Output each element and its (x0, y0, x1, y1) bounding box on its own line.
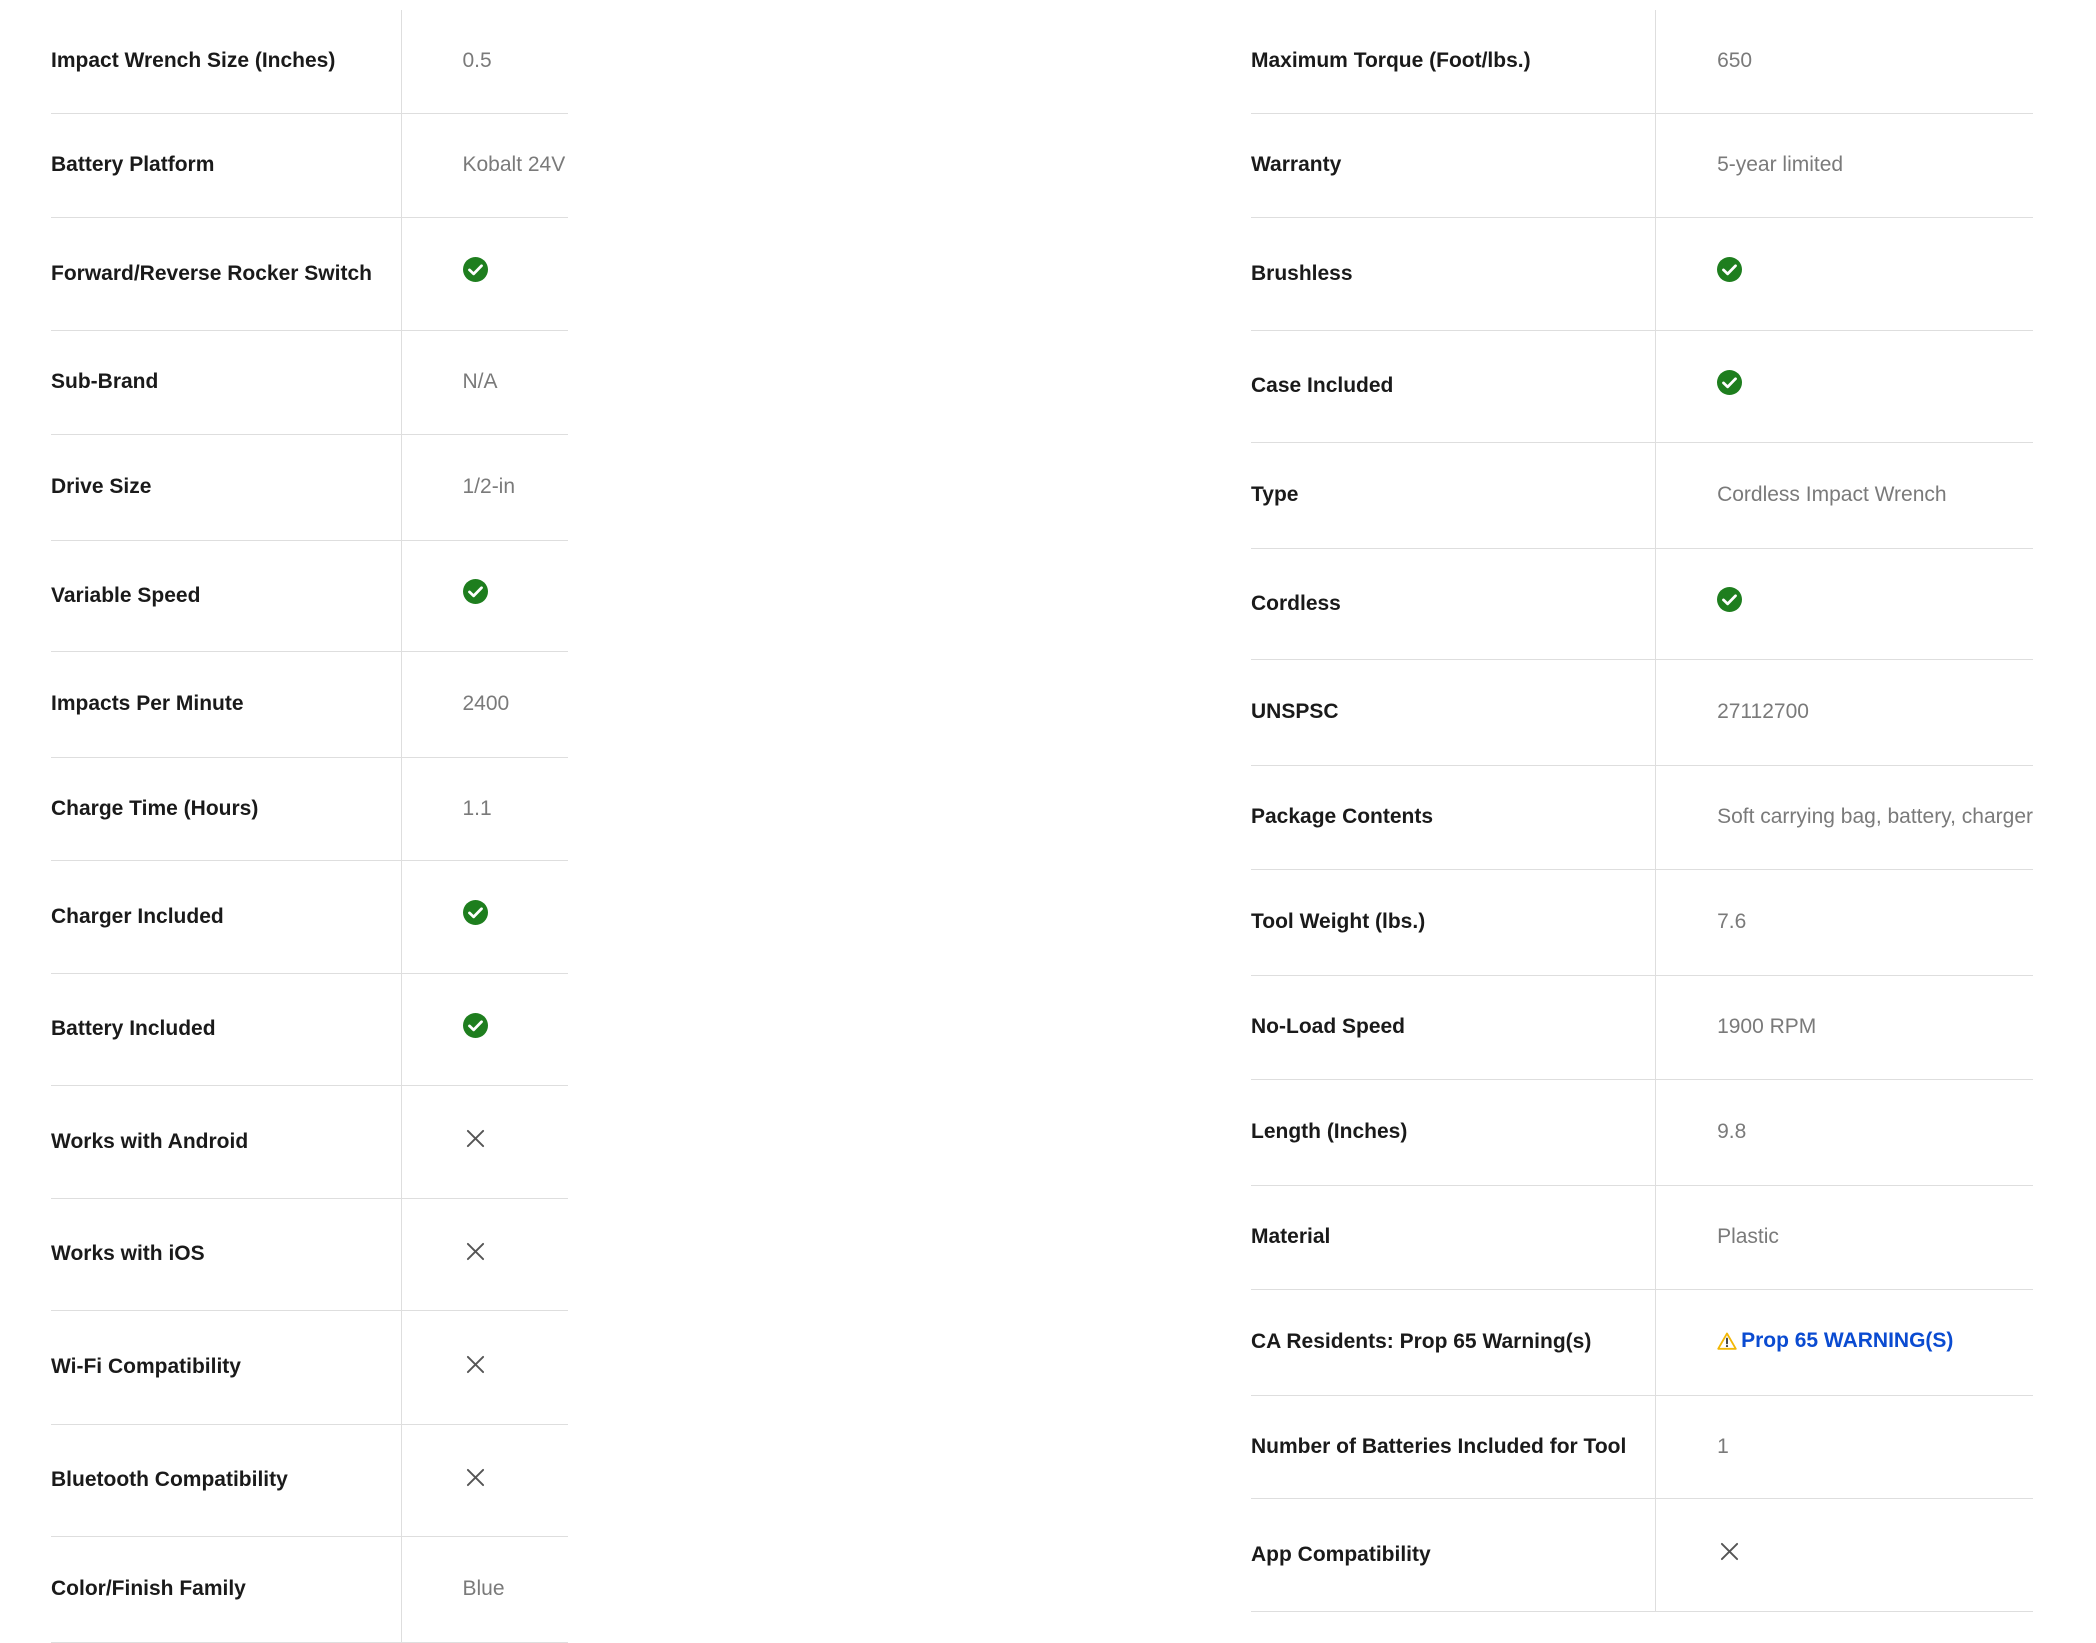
check-circle-icon (463, 1013, 488, 1038)
spec-value-text: Plastic (1717, 1225, 1779, 1248)
spec-label: Maximum Torque (Foot/lbs.) (1251, 10, 1656, 113)
spec-label: Case Included (1251, 330, 1656, 442)
spec-label: Impact Wrench Size (Inches) (51, 10, 401, 113)
spec-value (1656, 217, 2033, 330)
spec-row (51, 1085, 568, 1198)
spec-value-text: 1.1 (462, 796, 492, 820)
spec-label: Length (Inches) (1251, 1079, 1656, 1185)
spec-table-left (51, 10, 568, 1643)
spec-label: Battery Included (51, 973, 401, 1085)
x-icon (466, 1242, 485, 1261)
check-circle-icon (1717, 257, 1742, 282)
spec-label: Forward/Reverse Rocker Switch (51, 217, 401, 330)
spec-value-text: 650 (1717, 49, 1753, 73)
spec-value (1656, 442, 2033, 548)
spec-value (401, 973, 568, 1085)
spec-label: Material (1251, 1185, 1656, 1289)
spec-label: Sub-Brand (51, 330, 401, 434)
spec-value (1656, 330, 2033, 442)
spec-value-text: 1/2-in (462, 475, 516, 498)
check-circle-icon (1717, 370, 1742, 395)
spec-value (1656, 1395, 2033, 1498)
warning-triangle-icon (1717, 1332, 1737, 1350)
check-circle-icon (463, 900, 488, 925)
spec-row (51, 860, 568, 973)
spec-value (1656, 1185, 2033, 1289)
spec-value (401, 1536, 568, 1642)
spec-label: Bluetooth Compatibility (51, 1424, 401, 1536)
check-circle-icon (463, 257, 488, 282)
spec-label: UNSPSC (1251, 659, 1656, 765)
spec-value (1656, 113, 2033, 217)
spec-value (401, 1310, 568, 1424)
spec-value (1656, 765, 2033, 869)
spec-row (51, 651, 568, 757)
check-circle-icon (463, 579, 488, 604)
x-icon (466, 1129, 485, 1148)
spec-value (1656, 1289, 2033, 1395)
spec-row (51, 113, 568, 217)
spec-row (51, 434, 568, 540)
spec-value-text: 0.5 (462, 49, 492, 73)
spec-row (1251, 1498, 2033, 1611)
spec-row (1251, 869, 2033, 975)
spec-label: Charge Time (Hours) (51, 757, 401, 860)
spec-label: Impacts Per Minute (51, 651, 401, 757)
spec-row (51, 1310, 568, 1424)
spec-row (1251, 1079, 2033, 1185)
spec-value (401, 860, 568, 973)
spec-value (401, 434, 568, 540)
spec-value-text: 1900 RPM (1717, 1015, 1817, 1038)
spec-row (1251, 442, 2033, 548)
check-circle-icon (1717, 587, 1742, 612)
spec-value (401, 1198, 568, 1310)
spec-label: No-Load Speed (1251, 975, 1656, 1079)
spec-row (51, 217, 568, 330)
spec-value-text: Soft carrying bag, battery, charger (1717, 805, 2033, 828)
spec-value (401, 757, 568, 860)
spec-row (51, 757, 568, 860)
spec-value-text: 9.8 (1717, 1120, 1747, 1143)
spec-value (401, 1085, 568, 1198)
spec-row (1251, 1395, 2033, 1498)
spec-value-text: Kobalt 24V (462, 153, 566, 176)
spec-row (51, 1198, 568, 1310)
spec-label: Color/Finish Family (51, 1536, 401, 1642)
spec-row (1251, 975, 2033, 1079)
spec-label: Package Contents (1251, 765, 1656, 869)
spec-row (1251, 113, 2033, 217)
spec-row (51, 1424, 568, 1536)
spec-table-left-body (51, 10, 568, 1642)
spec-value (401, 10, 568, 113)
spec-row (1251, 217, 2033, 330)
spec-label: Brushless (1251, 217, 1656, 330)
spec-value (1656, 1498, 2033, 1611)
spec-value-text: 27112700 (1717, 700, 1809, 723)
spec-table-right-body (1251, 10, 2033, 1611)
spec-row (1251, 1289, 2033, 1395)
spec-label: Tool Weight (lbs.) (1251, 869, 1656, 975)
spec-row (1251, 1185, 2033, 1289)
spec-value-text: 7.6 (1717, 910, 1747, 933)
spec-label: Wi-Fi Compatibility (51, 1310, 401, 1424)
spec-label: Type (1251, 442, 1656, 548)
spec-label: Warranty (1251, 113, 1656, 217)
spec-table-right (1251, 10, 2033, 1612)
spec-label: Battery Platform (51, 113, 401, 217)
spec-label: Drive Size (51, 434, 401, 540)
spec-value-text: N/A (462, 370, 498, 393)
spec-value (1656, 659, 2033, 765)
spec-label: Number of Batteries Included for Tool (1251, 1395, 1656, 1498)
spec-value (401, 330, 568, 434)
spec-value (401, 217, 568, 330)
spec-row (51, 973, 568, 1085)
x-icon (466, 1355, 485, 1374)
spec-row (1251, 330, 2033, 442)
prop65-warning (1717, 1329, 1953, 1353)
spec-value (1656, 10, 2033, 113)
spec-value (401, 540, 568, 651)
spec-row (51, 540, 568, 651)
spec-row (51, 1536, 568, 1642)
spec-value (401, 113, 568, 217)
spec-row (1251, 659, 2033, 765)
spec-row (1251, 10, 2033, 113)
spec-value (401, 651, 568, 757)
spec-label: Charger Included (51, 860, 401, 973)
spec-value-text: 5-year limited (1717, 153, 1844, 176)
spec-label: Cordless (1251, 548, 1656, 659)
spec-label: Works with Android (51, 1085, 401, 1198)
spec-value-text: 1 (1717, 1434, 1729, 1458)
spec-row (51, 10, 568, 113)
spec-label: CA Residents: Prop 65 Warning(s) (1251, 1289, 1656, 1395)
x-icon (466, 1468, 485, 1487)
x-icon (1720, 1542, 1739, 1561)
spec-value-text: Blue (462, 1577, 505, 1600)
spec-row (1251, 548, 2033, 659)
spec-value (401, 1424, 568, 1536)
spec-value (1656, 548, 2033, 659)
spec-label: Variable Speed (51, 540, 401, 651)
spec-label: Works with iOS (51, 1198, 401, 1310)
spec-value-text: 2400 (462, 692, 510, 715)
spec-value-text: Cordless Impact Wrench (1717, 483, 1947, 506)
spec-row (51, 330, 568, 434)
spec-label: App Compatibility (1251, 1498, 1656, 1611)
spec-value (1656, 975, 2033, 1079)
spec-row (1251, 765, 2033, 869)
prop65-warning-link[interactable]: Prop 65 WARNING(S) (1741, 1328, 1954, 1352)
spec-value (1656, 1079, 2033, 1185)
spec-value (1656, 869, 2033, 975)
